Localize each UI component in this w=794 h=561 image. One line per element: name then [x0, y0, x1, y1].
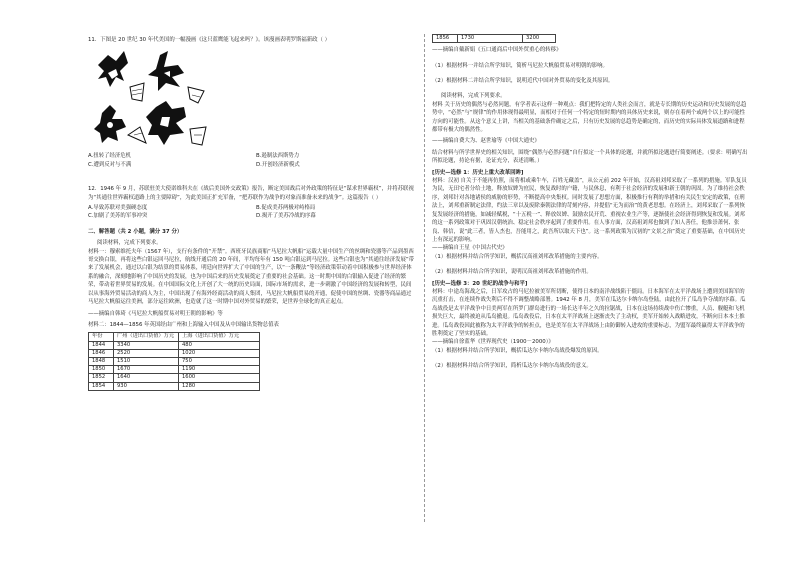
- material-han-reform: 材料：汉初 自关于不能再仿照，而将相或乘牛车，百姓无藏盖”，从公元前 202 年开始，汉高祖刘邦采取了一系列的措施。军队复员为民，无田宅者分给土地，释放奴婢为庶民，恢复战时的户籍，与民休息，有利于社会经济的发展和新王朝的巩固。为了维持社会秩序，刘邦针对各地诸侯的威胁的形势，不断提高中央集权。同时发展了思想方面，积极推行有利的举措和有关民生安定的政策，在刑法上，刘邦重新制定法律，约法三章以及废除秦朝法律的苛刻内容，并提倡“无为而治”的黄老思想。在经济上，刘邦采取了一系列恢复发展经济的措施，如减轻赋税，“十五税一”、释放奴婢、鼓励农民开荒、重视农业生产等，逐渐使社会经济得到恢复和发展。刘邦的这一系列政策对于巩固汉朝统治、稳定社会秩序起到了重要作用。在人事方面，汉高祖刘邦也做到了知人善任，他推崇萧何、张良、韩信，说“此三者，皆人杰也，吾能用之，此吾所以取天下也”。这一系列政策为汉初的“文景之治”奠定了重要基础，在中国历史上有深远的影响。: [432, 178, 747, 243]
- elective-2-question-1: （1）根据材料并结合所学知识，概括瓜达尔卡纳尔岛战役爆发的原因。: [432, 347, 603, 354]
- table-cell: 2520: [114, 349, 179, 357]
- elective-1-heading: [历史—选修 1：历史上重大改革回眸]: [432, 169, 524, 176]
- table-cell: 1640: [114, 374, 179, 382]
- option-a[interactable]: A.导致苏联对美强硬态度: [88, 205, 148, 212]
- table-header: 年份: [89, 333, 114, 341]
- table-cell: 1846: [89, 349, 114, 357]
- right-column: [432, 34, 748, 371]
- blue-eagle-cartoon-image: [94, 47, 212, 149]
- reading-instruction: 阅读材料，完成下列要求。: [97, 240, 162, 247]
- table-row: [89, 357, 260, 365]
- table-row: [89, 366, 260, 374]
- material-guadalcanal: 材料：中途岛海战之后，日军攻占的马尼拉被美军所切断，使得日本的南洋战线陷于僵局。日本海军在太平洋战场上遭到美国海军的沉重打击，在连续作战失利后不得不调整战略部署。1942 年 8 月，美军在瓜达尔卡纳尔岛登陆，由此拉开了瓜岛争夺战的序幕。瓜岛战役是太平洋战争中日美两军在所罗门群岛进行的一场长达半年之久的拉锯战，日本在这场持续战中伤亡惨重，人员、舰艇和飞机损失巨大，最终被迫从瓜岛撤退。瓜岛战役后，日本在太平洋战场上逐渐丧失了主动权，美军开始转入战略进攻，不断向日本本土推进。瓜岛战役因此被称为太平洋战争的转折点，也是美军在太平洋战场上由防御转入进攻的重要标志，为盟军最终赢得太平洋战争的胜利奠定了坚实的基础。: [432, 288, 746, 337]
- material-history-chance: 材料 关于历史的偶然与必然问题，有学者表示这样一种观点：我们把特定的人类社会而言，就是专长期的历史运动和历史发展的总趋势中，“必然”与“规律”的作用体现得最明显，而相对于任何一个特定的短时期内的具体历史来说，则存在着两个或两个以上的可能性方向的可能性。从这个意义上讲，当相关的基础条件确定之后，只有历史发展的总趋势是确定的，而历史的实际具体发展道路和进程都带有极大的偶然性。: [432, 101, 747, 134]
- material-source-5: ——摘编自徐蓝华《世界现代史（1900－2000）》: [432, 339, 554, 346]
- table-cell: 1856: [433, 35, 458, 43]
- table-cell: 930: [114, 382, 179, 390]
- table-cell: 1844: [89, 341, 114, 349]
- option-c[interactable]: C.加剧了美苏的军事冲突: [88, 213, 148, 220]
- table-row: [433, 35, 556, 43]
- table-cell: 1600: [179, 374, 260, 382]
- table-cell: 480: [179, 341, 260, 349]
- table-cell: 1854: [89, 382, 114, 390]
- table-header: 广州（进出口货值）万元: [114, 333, 179, 341]
- trade-value-table-continued: [432, 34, 556, 43]
- option-a[interactable]: A.扭转了经济危机: [88, 153, 132, 160]
- table-row: [89, 341, 260, 349]
- table-row: [89, 382, 260, 390]
- table-row: [89, 349, 260, 357]
- elective-1-question-1: （1）根据材料并结合所学知识，概括汉高祖刘邦改革措施的主要内容。: [432, 253, 603, 260]
- table-cell: 3340: [114, 341, 179, 349]
- question-12-options: [88, 204, 416, 221]
- table-cell: 750: [179, 357, 260, 365]
- table-header-row: [89, 333, 260, 341]
- table-cell: 1730: [458, 35, 523, 43]
- table-cell: 1280: [179, 382, 260, 390]
- requirement-2: （2）根据材料二并结合所学知识，说明近代中国对外贸易的变化及其原因。: [432, 78, 614, 85]
- section-2-heading: 二、解答题（共 2 小题，满分 37 分）: [88, 228, 183, 235]
- table-header: 上海（进出口货值）万元: [179, 333, 260, 341]
- elective-2-question-2: （2）根据材料并结合所学知识，简析瓜达尔卡纳尔岛战役的意义。: [432, 363, 592, 370]
- option-c[interactable]: C.遭到反对与不满: [88, 161, 132, 168]
- left-column: [88, 36, 416, 391]
- material-1-source: ——摘编自韩琦《马尼拉大帆船贸易对明王朝的影响》等: [88, 310, 223, 317]
- table-cell: 1848: [89, 357, 114, 365]
- column-divider: [424, 34, 425, 522]
- essay-task: 结合材料与所学世界史的相关知识，围绕“偶然与必然问题”自行拟定一个具体的论题，并就所拟论题进行简要阐述。（要求：明确写出所拟论题，持论有据，论证充分，表述清晰。）: [432, 149, 748, 165]
- table-cell: 3200: [523, 35, 556, 43]
- option-d[interactable]: D.揭开了美苏冷战的序幕: [256, 213, 316, 220]
- material-source-4: ——摘编自王星《中国古代史》: [432, 245, 508, 252]
- elective-1-question-2: （2）根据材料并结合所学知识，说明汉高祖刘邦改革措施的作用。: [432, 269, 592, 276]
- question-12-stem: 12．1946 年 9 月，苏联驻美大使诺维科夫在《战后美国外交政策》报告，断定美国战后对外政策的特征是“谋求世界霸权”，并将苏联视为“其通往世界霸权道路上的主要障碍”，为此美国正扩充军备，“把苏联作为战争的对象而准备未来的战争”。这篇报告（ ）: [88, 186, 414, 201]
- table-cell: 1670: [114, 366, 179, 374]
- requirement-1: （1）根据材料一并结合所学知识，简析马尼拉大帆船贸易对明朝的影响。: [432, 62, 608, 69]
- table-row: [89, 374, 260, 382]
- question-11-stem: 11．下图是 20 世纪 30 年代美国的一幅漫画《这只蓝鹰能飞起来吗？》。该漫画表明罗斯福新政（ ）: [88, 37, 331, 43]
- elective-2-heading: [历史—选修 3：20 世纪的战争与和平]: [432, 280, 528, 287]
- option-d[interactable]: D.开创经济新模式: [256, 161, 300, 168]
- material-2-title: 材料二：1844—1856 年英国经由广州和上海输入中国及从中国输出货物总值表: [88, 321, 279, 328]
- table-cell: 1020: [179, 349, 260, 357]
- table-cell: 1852: [89, 374, 114, 382]
- material-source-3: ——摘编自费大为、赵世瑜等《中国大通史》: [432, 138, 540, 145]
- trade-value-table: [88, 332, 260, 390]
- material-2-source: ——摘编自戴新娟《五口通商后中国外贸重心的转移》: [432, 47, 562, 54]
- question-11-options: [88, 152, 416, 169]
- option-b[interactable]: B.遏制法西斯势力: [256, 153, 300, 160]
- material-1: 材料一：穆索维托夫年（1567 年），支行有条件的“开禁”。西班牙民族商船“马尼拉大帆船”运载大量中国生产的丝绸和瓷器等产品到墨西哥交换白银，再将这些白银运回马尼拉，航线开通后的 20 年间，平均每年有 150 吨白银运到马尼拉。这些白银也为“其通往经济发展”带来了发展机会，通过以白银为结算的贸易体系，明廷向世界扩大了中国的生产，以“一条鞭法”等经济政策带动着中国积极参与世界经济体系的融合，深刻地影响了中国历史的发展，也为中国后来的历史发展奠定了重要的社会基础。这一时期中国的白银输入促进了经济的繁荣，带动着世界贸易的发展。在中国国际文化上开创了大一统的历史局面，国际市场的需求，进一步刺激了中国经济的发展和转型，民间以从事海外贸易活动的商人为主，中国出现了有海外经商活动的商人集团，马尼拉大帆船贸易的开通，促使中国的丝绸、瓷器等商品通过马尼拉大帆船运往美洲，部分运往欧洲，也造就了这一时期中国对外贸易的繁荣，是世界全球化的真正起点。: [88, 248, 415, 306]
- reading-instruction-2: 阅读材料，完成下列要求。: [441, 93, 506, 100]
- table-cell: 1510: [114, 357, 179, 365]
- table-cell: 1190: [179, 366, 260, 374]
- table-cell: 1850: [89, 366, 114, 374]
- option-b[interactable]: B.促成美苏两极对峙格局: [256, 205, 316, 212]
